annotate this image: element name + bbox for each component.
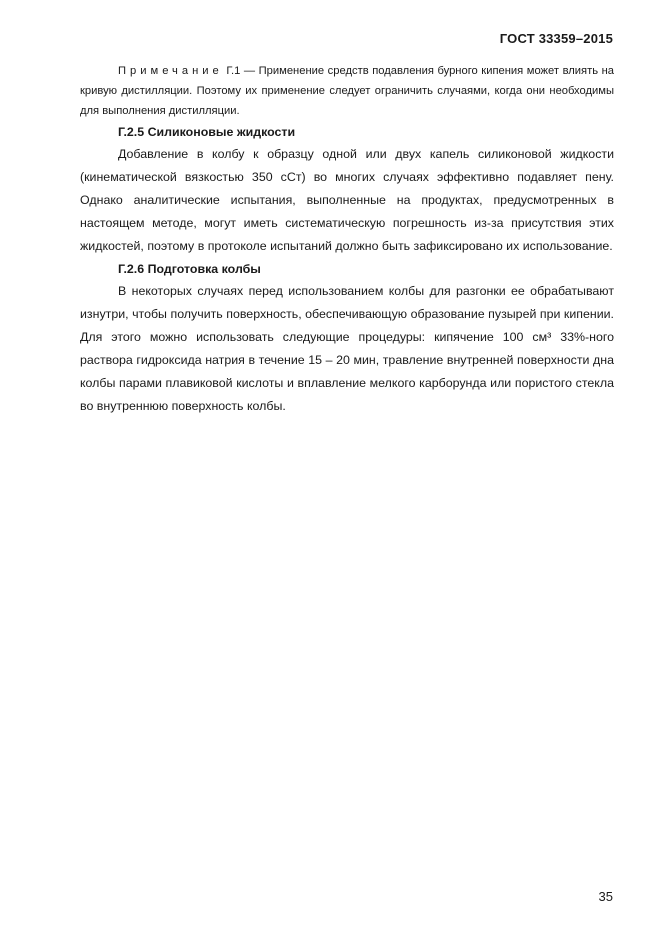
- document-code: ГОСТ 33359–2015: [499, 31, 613, 46]
- page-content: [80, 61, 614, 418]
- note-paragraph: [80, 61, 614, 121]
- section-heading-g26: Г.2.6 Подготовка колбы: [118, 262, 261, 276]
- section-body-g25: Добавление в колбу к образцу одной или двух капель силиконовой жидкости (кинематической вязкостью 350 сСт) во многих случаях эффективно подавляет пену. Однако аналитические испытания, выполненные на продуктах, предусмотренных в настоящем методе, могут иметь систематическую погрешность из-за присутствия этих жидкостей, поэтому в протоколе испытаний должно быть зафиксировано их использование.: [80, 147, 614, 253]
- note-label: Примечание: [118, 65, 223, 77]
- page-number: 35: [598, 889, 613, 904]
- note-text: Г.1 — Применение средств подавления бурного кипения может влиять на кривую дистилляции. Поэтому их применение следует ограничить случаями, когда они необходимы для выполнения дистилляции.: [80, 65, 614, 117]
- section-body-g26: В некоторых случаях перед использованием колбы для разгонки ее обрабатывают изнутри, чтобы получить поверхность, обеспечивающую образование пузырей при кипении. Для этого можно использовать следующие процедуры: кипячение 100 см³ 33%-ного раствора гидроксида натрия в течение 15 – 20 мин, травление внутренней поверхности дна колбы парами плавиковой кислоты и вплавление мелкого карборунда или пористого стекла во внутреннюю поверхность колбы.: [80, 284, 614, 413]
- section-heading-g25: Г.2.5 Силиконовые жидкости: [118, 125, 296, 139]
